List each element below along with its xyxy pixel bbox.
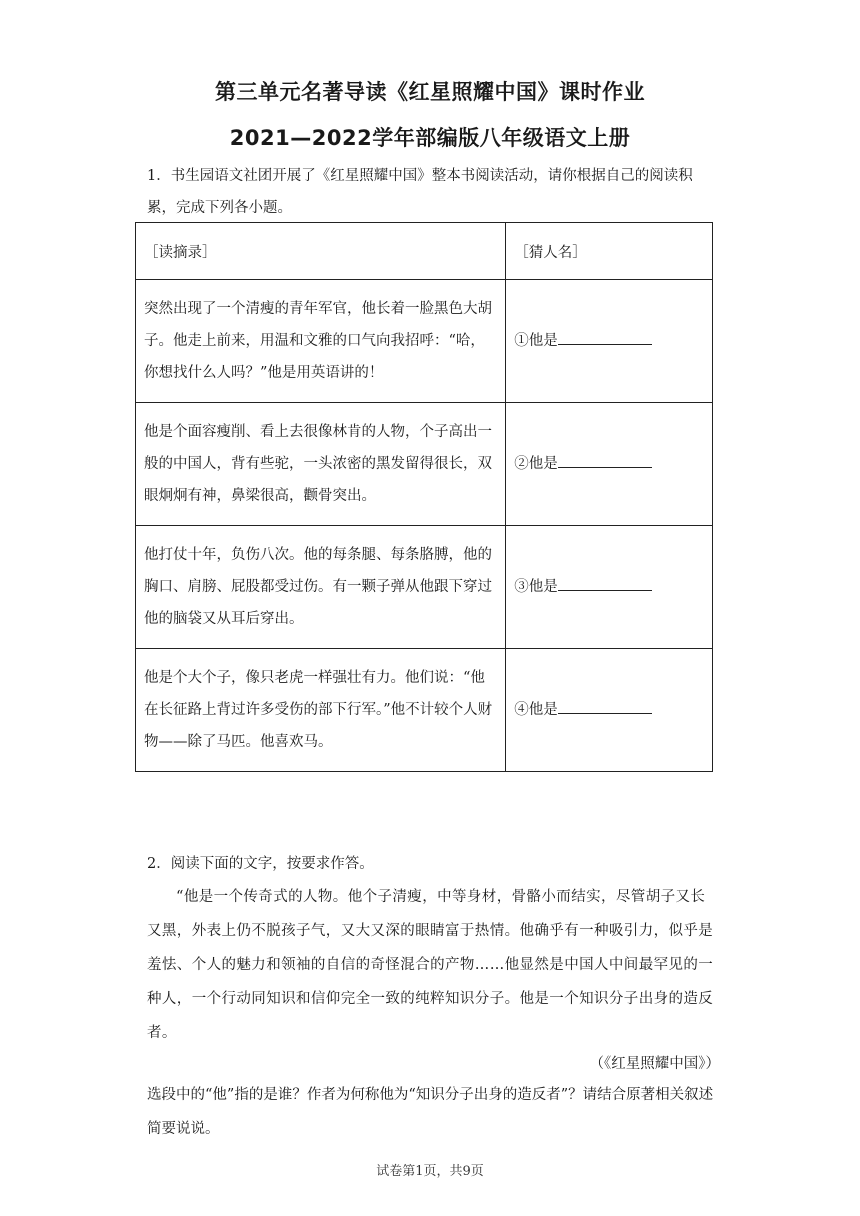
page-footer: 试卷第1页，共9页 [376,1164,484,1179]
question-2-prompt: 选段中的“他”指的是谁？作者为何称他为“知识分子出身的造反者”？请结合原著相关叙述简要说说。 [147,1087,714,1137]
question-2-stem: 2．阅读下面的文字，按要求作答。 [147,856,374,872]
passage-source: （《红星照耀中国》） [589,1056,720,1072]
answer-prefix: ①他是 [514,333,558,349]
answer-cell [506,649,713,772]
table-row [136,526,713,649]
question-1-stem: 1．书生园语文社团开展了《红星照耀中国》整本书阅读活动，请你根据自己的阅读积累，完成下列各小题。 [147,168,693,216]
header-guess-name: ［猜人名］ [506,223,713,280]
page-subtitle: 2021—2022学年部编版八年级语文上册 [229,126,631,150]
question-1-table [135,222,713,772]
header-excerpt: ［读摘录］ [136,223,506,280]
answer-cell [506,403,713,526]
answer-blank[interactable] [558,697,652,714]
table-row [136,280,713,403]
page-title: 第三单元名著导读《红星照耀中国》课时作业 [215,80,645,104]
table-row [136,403,713,526]
excerpt-cell: 他打仗十年，负伤八次。他的每条腿、每条胳膊，他的胸口、肩膀、屁股都受过伤。有一颗子弹从他跟下穿过他的脑袋又从耳后穿出。 [136,526,506,649]
answer-blank[interactable] [558,451,652,468]
table-header-row [136,223,713,280]
question-2-passage: “他是一个传奇式的人物。他个子清瘦，中等身材，骨骼小而结实，尽管胡子又长又黑，外表上仍不脱孩子气，又大又深的眼睛富于热情。他确乎有一种吸引力，似乎是羞怯、个人的魅力和领袖的自信的奇怪混合的产物……他显然是中国人中间最罕见的一种人，一个行动同知识和信仰完全一致的纯粹知识分子。他是一个知识分子出身的造反者。 [147,889,714,1041]
answer-prefix: ②他是 [514,456,558,472]
excerpt-cell: 他是个大个子，像只老虎一样强壮有力。他们说：“他在长征路上背过许多受伤的部下行军。”他不计较个人财物——除了马匹。他喜欢马。 [136,649,506,772]
answer-prefix: ③他是 [514,579,558,595]
answer-blank[interactable] [558,574,652,591]
excerpt-cell: 他是个面容瘦削、看上去很像林肯的人物，个子高出一般的中国人，背有些驼，一头浓密的黑发留得很长，双眼炯炯有神，鼻梁很高，颧骨突出。 [136,403,506,526]
answer-cell [506,526,713,649]
table-row [136,649,713,772]
answer-cell [506,280,713,403]
answer-blank[interactable] [558,328,652,345]
excerpt-cell: 突然出现了一个清瘦的青年军官，他长着一脸黑色大胡子。他走上前来，用温和文雅的口气向我招呼：“哈，你想找什么人吗？”他是用英语讲的！ [136,280,506,403]
answer-prefix: ④他是 [514,702,558,718]
